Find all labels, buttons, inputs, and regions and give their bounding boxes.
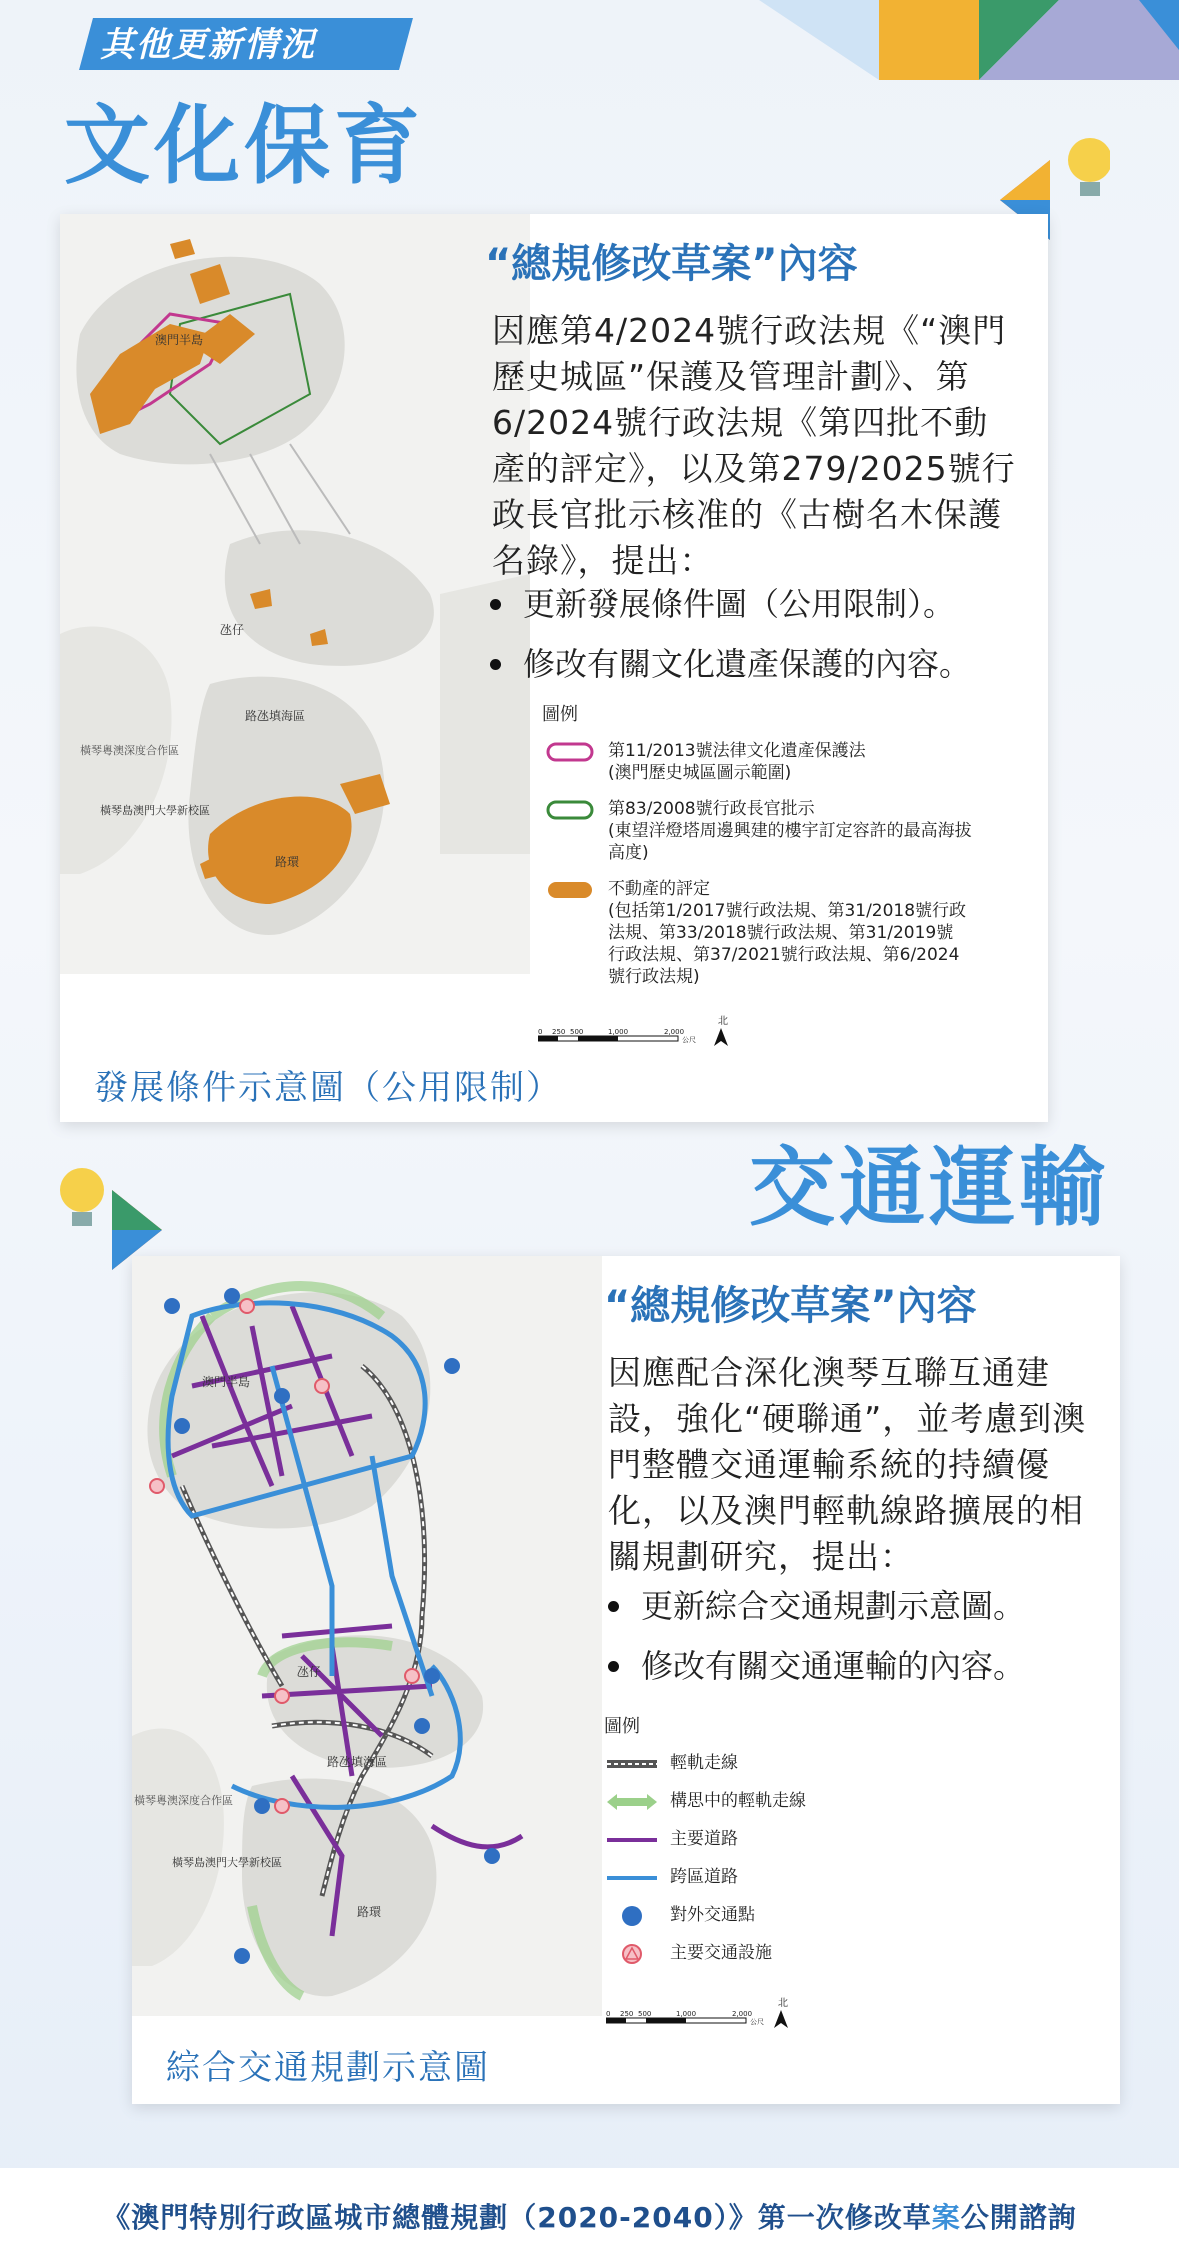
legend [542,700,1012,1002]
map-caption: 綜合交通規劃示意圖 [166,2048,490,2088]
green-outline-icon [542,798,598,822]
legend-item: 第11/2013號法律文化遺產保護法 (澳門歷史城區圖示範圍) [542,740,1012,784]
map-label: 路環 [357,1905,382,1919]
legend-item: 主要交通設施 [604,1942,1024,1966]
external-transport-icon [604,1904,660,1928]
north-label: 北 [718,1016,728,1027]
svg-text:1,000: 1,000 [676,2010,697,2018]
legend [604,1712,1024,1980]
legend-item: 不動產的評定 (包括第1/2017號行政法規、第31/2018號行政法規、第33/2018號行政法規、第31/2019號行政法規、第37/2021號行政法規、第6/2024號行政法規) [542,878,1012,988]
transport-map [132,1256,602,2016]
svg-text:500: 500 [638,2010,652,2018]
pink-outline-icon [542,740,598,764]
legend-title: 圖例 [542,704,578,725]
tag-text: 其他更新情況 [100,25,316,65]
legend-item: 第83/2008號行政長官批示 (東望洋燈塔周邊興建的樓宇訂定容許的最高海拔高度) [542,798,1012,864]
planned-rail-icon [604,1790,660,1814]
culture-card [60,214,1048,1122]
legend-title: 圖例 [604,1716,640,1737]
section-title-transport: 交通運輸 [749,1138,1109,1238]
map-label: 路氹填海區 [245,709,306,723]
map-label: 路環 [275,855,300,869]
card-paragraph: 因應第4/2024號行政法規《“澳門歷史城區”保護及管理計劃》、第6/2024號行政法規《第四批不動產的評定》，以及第279/2025號行政長官批示核准的《古樹名木保護名錄》，提出： [492,311,1016,580]
svg-text:0: 0 [606,2010,611,2018]
map-label: 橫琴島澳門大學新校區 [100,804,210,817]
bullet-item: 更新綜合交通規劃示意圖。 [608,1586,1025,1626]
rail-line-icon [604,1752,660,1776]
transport-card [132,1256,1120,2104]
svg-text:250: 250 [552,1028,566,1036]
scale-bar [606,1996,806,2036]
main-road-icon [604,1828,660,1852]
cross-road-icon [604,1866,660,1890]
map-label: 路氹填海區 [327,1755,388,1769]
footer-text: 《澳門特別行政區城市總體規劃（2020-2040）》第一次修改草案公開諮詢 [102,2200,1077,2234]
svg-text:2,000: 2,000 [664,1028,685,1036]
map-caption: 發展條件示意圖（公用限制） [94,1068,562,1108]
map-label: 氹仔 [220,623,245,637]
map-label: 橫琴粵澳深度合作區 [80,744,179,757]
transport-facility-icon [604,1942,660,1966]
bullet-item: 修改有關交通運輸的內容。 [608,1646,1025,1686]
legend-item: 跨區道路 [604,1866,1024,1890]
card-paragraph: 因應配合深化澳琴互聯互通建設，強化“硬聯通”，並考慮到澳門整體交通運輸系統的持續優化，以及澳門輕軌線路擴展的相關規劃研究，提出： [608,1353,1087,1576]
section-title-culture: 文化保育 [64,96,424,196]
legend-item: 構思中的輕軌走線 [604,1790,1024,1814]
footer [0,2168,1179,2263]
corner-decoration [759,0,1179,80]
card-heading: “總規修改草案”內容 [604,1283,977,1329]
legend-item: 輕軌走線 [604,1752,1024,1776]
orange-fill-icon [542,878,598,902]
bullet-item: 更新發展條件圖（公用限制）。 [490,584,971,624]
bullet-list [608,1586,1025,1706]
north-label: 北 [778,1998,788,2009]
culture-map [60,214,530,974]
legend-item: 對外交通點 [604,1904,1024,1928]
svg-text:2,000: 2,000 [732,2010,753,2018]
map-label: 橫琴島澳門大學新校區 [172,1856,282,1869]
scale-bar [538,1014,738,1054]
svg-text:500: 500 [570,1028,584,1036]
card-heading: “總規修改草案”內容 [485,241,858,287]
svg-text:1,000: 1,000 [608,1028,629,1036]
bullet-list [490,584,971,704]
map-label: 澳門半島 [202,1375,251,1389]
svg-text:0: 0 [538,1028,543,1036]
map-label: 澳門半島 [155,333,204,347]
legend-item: 主要道路 [604,1828,1024,1852]
map-label: 橫琴粵澳深度合作區 [134,1794,233,1807]
svg-text:公尺: 公尺 [682,1036,696,1044]
svg-text:公尺: 公尺 [750,2018,764,2026]
svg-text:250: 250 [620,2010,634,2018]
map-label: 氹仔 [297,1665,322,1679]
bullet-item: 修改有關文化遺產保護的內容。 [490,644,971,684]
